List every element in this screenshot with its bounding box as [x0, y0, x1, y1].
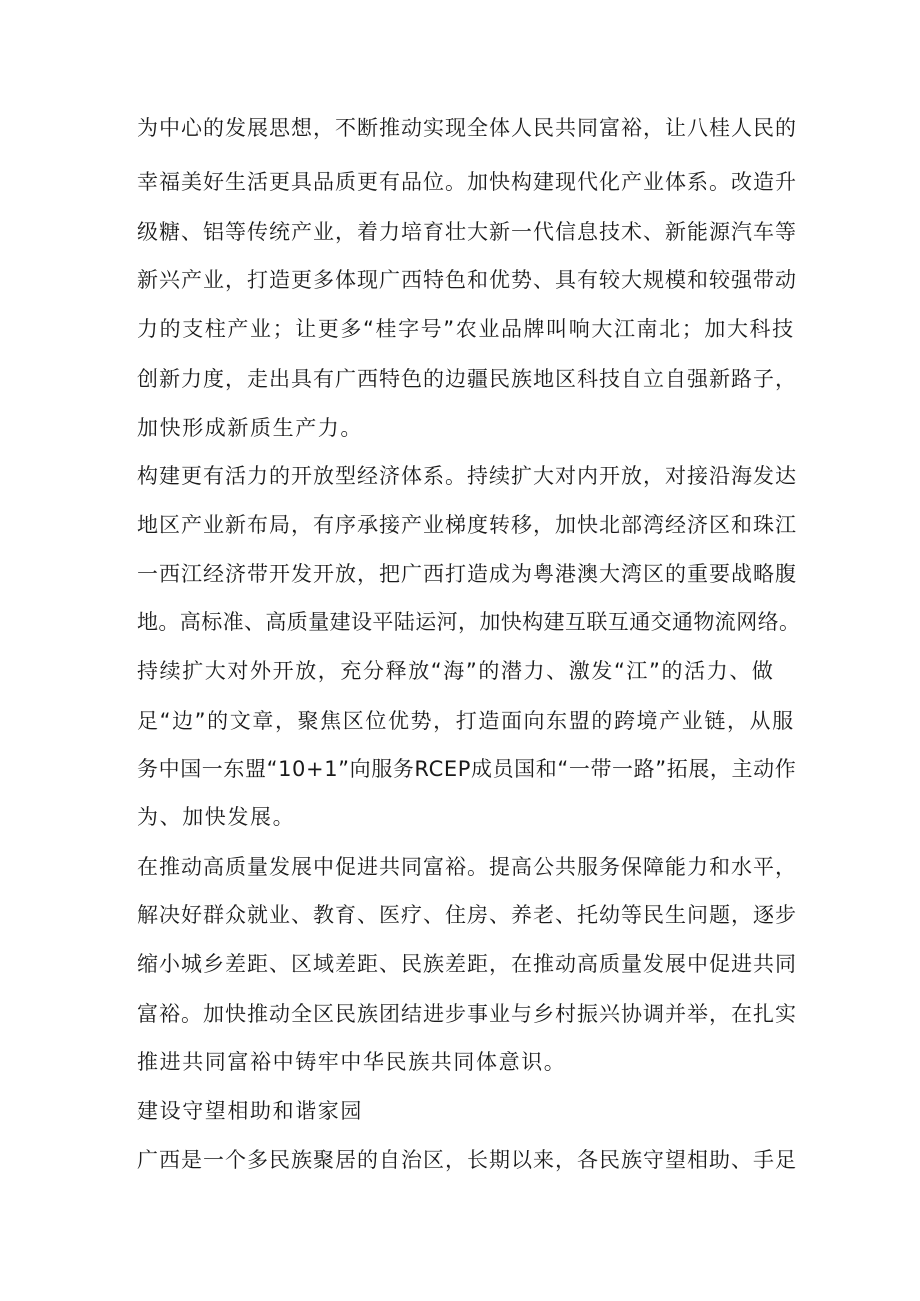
text-line: 幸福美好生活更具品质更有品位。加快构建现代化产业体系。改造升	[137, 170, 797, 194]
text-line: 构建更有活力的开放型经济体系。持续扩大对内开放，对接沿海发达	[137, 464, 797, 488]
text-line: 推进共同富裕中铸牢中华民族共同体意识。	[137, 1050, 567, 1074]
text-line: 解决好群众就业、教育、医疗、住房、养老、托幼等民生问题，逐步	[137, 903, 797, 927]
text-line: 在推动高质量发展中促进共同富裕。提高公共服务保障能力和水平，	[137, 855, 797, 879]
text-line: 新兴产业，打造更多体现广西特色和优势、具有较大规模和较强带动	[137, 268, 797, 292]
text-line: 持续扩大对外开放，充分释放“海”的潜力、激发“江”的活力、做	[137, 659, 775, 683]
text-line: 缩小城乡差距、区域差距、民族差距，在推动高质量发展中促进共同	[137, 952, 797, 976]
text-line: 创新力度，走出具有广西特色的边疆民族地区科技自立自强新路子，	[137, 367, 797, 391]
text-line: 富裕。加快推动全区民族团结进步事业与乡村振兴协调并举，在扎实	[137, 1002, 797, 1026]
section-heading: 建设守望相助和谐家园	[137, 1099, 363, 1123]
text-line: 为、加快发展。	[137, 805, 296, 829]
text-line: 广西是一个多民族聚居的自治区，长期以来，各民族守望相助、手足	[137, 1148, 797, 1172]
text-line: 为中心的发展思想，不断推动实现全体人民共同富裕，让八桂人民的	[137, 116, 797, 140]
text-line: 足“边”的文章，聚焦区位优势，打造面向东盟的跨境产业链，从服	[137, 709, 795, 733]
text-line: 力的支柱产业；让更多“桂字号”农业品牌叫响大江南北；加大科技	[137, 317, 795, 341]
text-line: 地。高标准、高质量建设平陆运河，加快构建互联互通交通物流网络。	[137, 610, 801, 634]
text-line: 级糖、铝等传统产业，着力培育壮大新一代信息技术、新能源汽车等	[137, 220, 797, 244]
text-line: 一西江经济带开发开放，把广西打造成为粤港澳大湾区的重要战略腹	[137, 562, 797, 586]
text-line: 务中国一东盟“10+1”向服务RCEP成员国和“一带一路”拓展，主动作	[137, 757, 797, 781]
text-line: 加快形成新质生产力。	[137, 416, 363, 440]
text-line: 地区产业新布局，有序承接产业梯度转移，加快北部湾经济区和珠江	[137, 513, 797, 537]
